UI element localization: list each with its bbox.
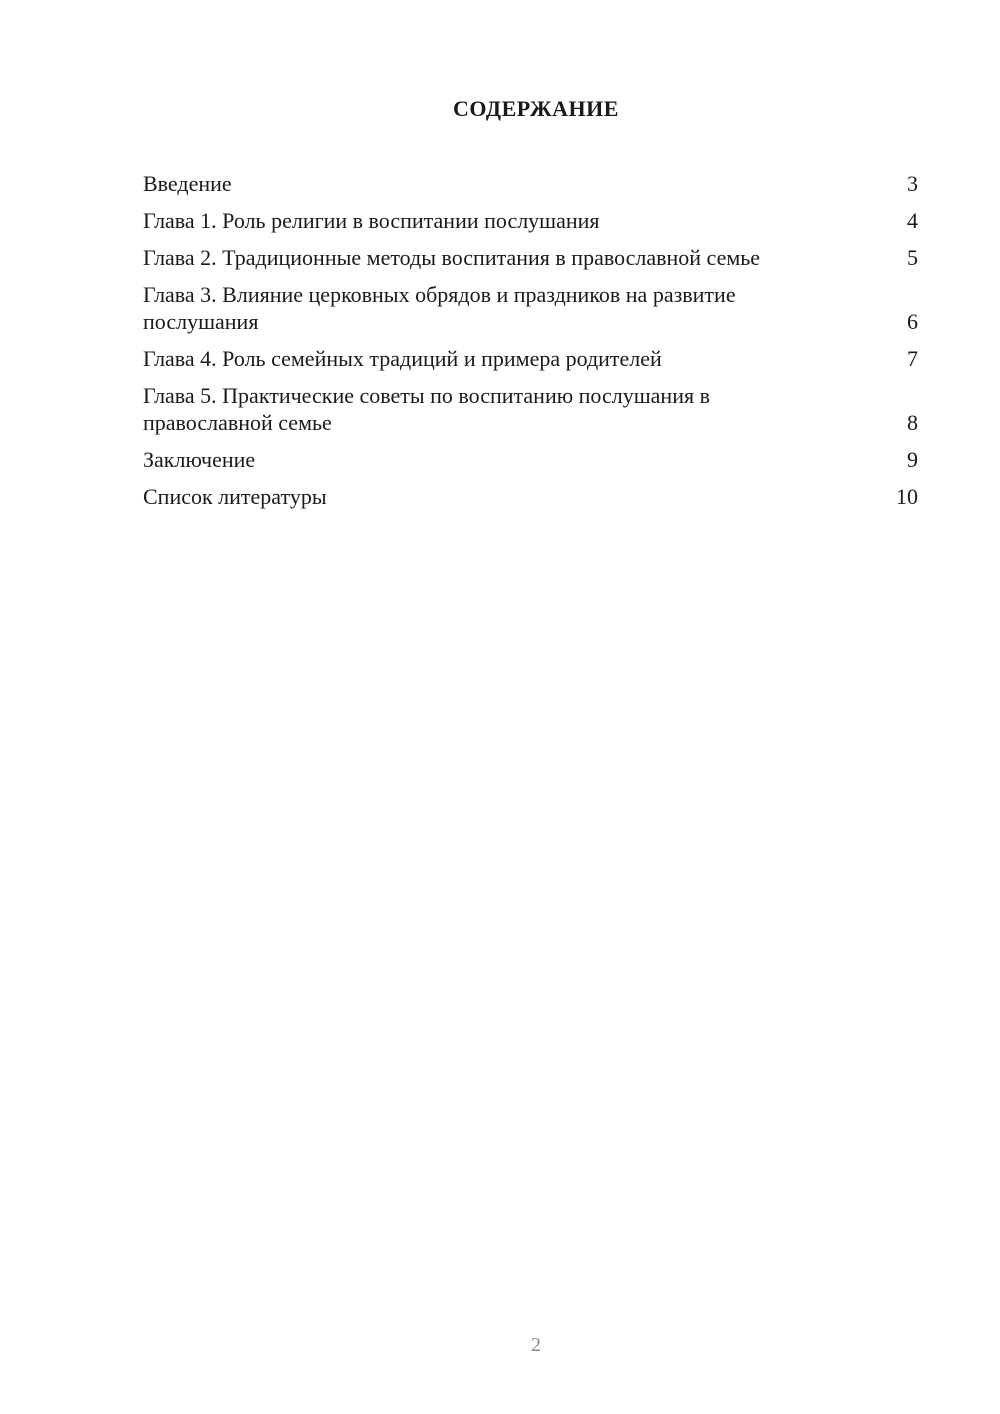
toc-entry-page: 5: [907, 245, 918, 270]
toc-entry-title: Глава 4. Роль семейных традиций и примера родителей: [143, 346, 662, 371]
toc-entry-page: 10: [896, 484, 918, 509]
toc-entry-page: 6: [907, 309, 918, 334]
toc-entry-page: 9: [907, 447, 918, 472]
toc-entry-introduction: [143, 170, 918, 197]
toc-entry-chapter-2: [143, 244, 918, 271]
toc-entry-chapter-1: [143, 207, 918, 234]
table-of-contents: [143, 170, 918, 520]
toc-entry-chapter-5: [143, 382, 918, 436]
toc-entry-title: Глава 2. Традиционные методы воспитания в православной семье: [143, 245, 761, 270]
toc-entry-title: Введение: [143, 171, 232, 196]
page-number: 2: [531, 1334, 541, 1356]
toc-entry-chapter-4: [143, 345, 918, 372]
toc-entry-title: Глава 1. Роль религии в воспитании послушания: [143, 208, 600, 233]
toc-entry-conclusion: [143, 446, 918, 473]
toc-entry-references: [143, 483, 918, 510]
toc-entry-page: 7: [907, 346, 918, 371]
toc-entry-page: 3: [907, 171, 918, 196]
toc-entry-title: Заключение: [143, 447, 256, 472]
toc-entry-title: Список литературы: [143, 484, 327, 509]
toc-entry-title: Глава 3. Влияние церковных обрядов и праздников на развитие послушания: [143, 282, 736, 334]
toc-entry-page: 8: [907, 410, 918, 435]
toc-entry-page: 4: [907, 208, 918, 233]
toc-entry-title: Глава 5. Практические советы по воспитанию послушания в православной семье: [143, 383, 710, 435]
toc-entry-chapter-3: [143, 281, 918, 335]
toc-heading: СОДЕРЖАНИЕ: [453, 96, 619, 121]
